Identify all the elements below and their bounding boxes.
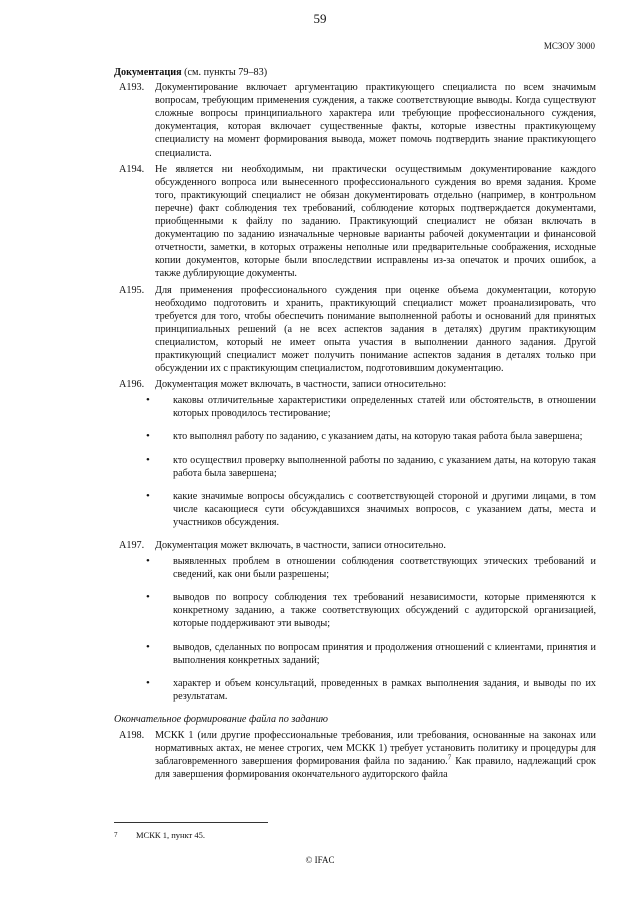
bullet-icon: •: [146, 394, 150, 407]
section-title: [114, 66, 596, 79]
list-item: [146, 677, 596, 703]
footnote-text: МСКК 1, пункт 45.: [136, 830, 206, 840]
bullet-icon: •: [146, 430, 150, 443]
paragraph-text-part: МСКК 1 (или другие профессиональные требования, или требования, основанные на законах или нормативных актах, не менее строгих, чем МСКК 1) требует установить политику и процедуры для заблаговременного завершения формирования файла по заданию.: [155, 730, 596, 768]
list-item: [146, 555, 596, 581]
page-body: [114, 66, 596, 784]
paragraph-a198: [114, 729, 596, 781]
bullet-list-a196: [146, 394, 596, 529]
list-item: [146, 394, 596, 420]
paragraph-a196: [114, 378, 596, 391]
paragraph-a194: [114, 163, 596, 281]
footnote-ref[interactable]: 7: [447, 753, 452, 762]
bullet-icon: •: [146, 591, 150, 604]
bullet-icon: •: [146, 640, 150, 653]
list-item-text: кто выполнял работу по заданию, с указанием даты, на которую такая работа была завершена;: [173, 431, 583, 443]
paragraph-number: A196.: [119, 379, 145, 391]
paragraph-a197: [114, 539, 596, 552]
paragraph-text: Документация может включать, в частности, записи относительно.: [155, 540, 446, 551]
list-item-text: характер и объем консультаций, проведенных в рамках выполнения задания, и выводы по их результатам.: [173, 677, 596, 702]
list-item: [146, 641, 596, 667]
subheading: Окончательное формирование файла по заданию: [114, 713, 328, 725]
bullet-icon: •: [146, 555, 150, 568]
list-item: [146, 430, 596, 443]
section-title-text: Документация: [114, 67, 182, 78]
document-code: МСЗОУ 3000: [543, 41, 595, 51]
list-item-text: выводов, сделанных по вопросам принятия и продолжения отношений с клиентами, принятия и выполнения конкретных заданий;: [173, 641, 596, 666]
list-item-text: каковы отличительные характеристики определенных статей или обстоятельств, в отношении которых проводилось тестирование;: [173, 395, 596, 420]
paragraph-number: A194.: [119, 163, 145, 175]
list-item: [146, 490, 596, 529]
copyright-footer: © IFAC: [305, 855, 335, 865]
footnote-number: 7: [114, 831, 118, 839]
bullet-icon: •: [146, 489, 150, 502]
paragraph-a195: [114, 284, 596, 376]
list-item-text: выводов по вопросу соблюдения тех требований независимости, которые применяются к конкретному заданию, а также соответствующих обсуждений с аудиторской организацией, которые поддерживают эти выводы;: [173, 592, 596, 630]
section-title-ref: (см. пункты 79–83): [184, 67, 268, 78]
paragraph-text: Документирование включает аргументацию практикующего специалиста по всем значимым вопросам, требующим применения суждения, а также соответствующие выводы. Когда существуют сложные вопросы принципиального характера или требующие профессионального суждения, документация, которая включает существенные факты, которые известны практикующему специалисту на момент формирования вывода, может помочь подтвердить знание практикующего специалиста.: [155, 82, 596, 159]
list-item-text: какие значимые вопросы обсуждались с соответствующей стороной и другими лицами, в том числе касающиеся сути обсуждавшихся значимых вопросов, с указанием даты, места и участников обсуждения.: [173, 490, 596, 528]
paragraph-text: Для применения профессионального суждения при оценке объема документации, которую необходимо подготовить и хранить, практикующий специалист может проанализировать, что требуется для того, чтобы обеспечить понимание выполненной работы и оснований для принятых принципиальных решений (а не всех аспектов задания в деталях) другим практикующим специалистом, который не имеет опыта участия в выполнении данного задания. Другой практикующий специалист может получить понимание аспектов задания в деталях только при обсуждении их с практикующим специалистом, подготовившим документацию.: [155, 284, 596, 375]
list-item: [146, 591, 596, 630]
paragraph-number: A193.: [119, 82, 145, 94]
paragraph-number: A195.: [119, 284, 145, 296]
footnote: [114, 829, 205, 842]
bullet-list-a197: [146, 555, 596, 703]
bullet-icon: •: [146, 453, 150, 466]
paragraph-number: A198.: [119, 730, 145, 742]
paragraph-text: Не является ни необходимым, ни практически осуществимым документирование каждого обсужденного вопроса или вынесенного профессионального суждения во время задания. Кроме того, практикующий специалист не обязан документировать отдельно (например, в контрольном перечне) факт соблюдения тех требований, соблюдение которых подтверждается документами, приобщенными к файлу по заданию. Практикующий специалист не обязан включать в документацию по заданию изначальные черновые варианты рабочей документации и финансовой отчетности, заметки, в которых отражены неполные или предварительные соображения, исходные копии документов, которые были впоследствии исправлены из-за опечаток и прочих ошибок, а также дублирующие документы.: [155, 163, 596, 280]
list-item-text: кто осуществил проверку выполненной работы по заданию, с указанием даты, на которую такая работа была завершена;: [173, 454, 596, 479]
paragraph-text-part: Как правило, надлежащий срок для завершения формирования окончательного аудиторского файла: [155, 756, 596, 781]
footnote-divider: [114, 822, 268, 823]
paragraph-text: Документация может включать, в частности, записи относительно:: [155, 379, 447, 391]
bullet-icon: •: [146, 676, 150, 689]
page-number: 59: [313, 11, 327, 26]
paragraph-a193: [114, 81, 596, 160]
paragraph-text: [155, 729, 596, 781]
paragraph-number: A197.: [119, 540, 145, 551]
list-item: [146, 454, 596, 480]
list-item-text: выявленных проблем в отношении соблюдения соответствующих этических требований и сведений, как они были разрешены;: [173, 556, 596, 581]
